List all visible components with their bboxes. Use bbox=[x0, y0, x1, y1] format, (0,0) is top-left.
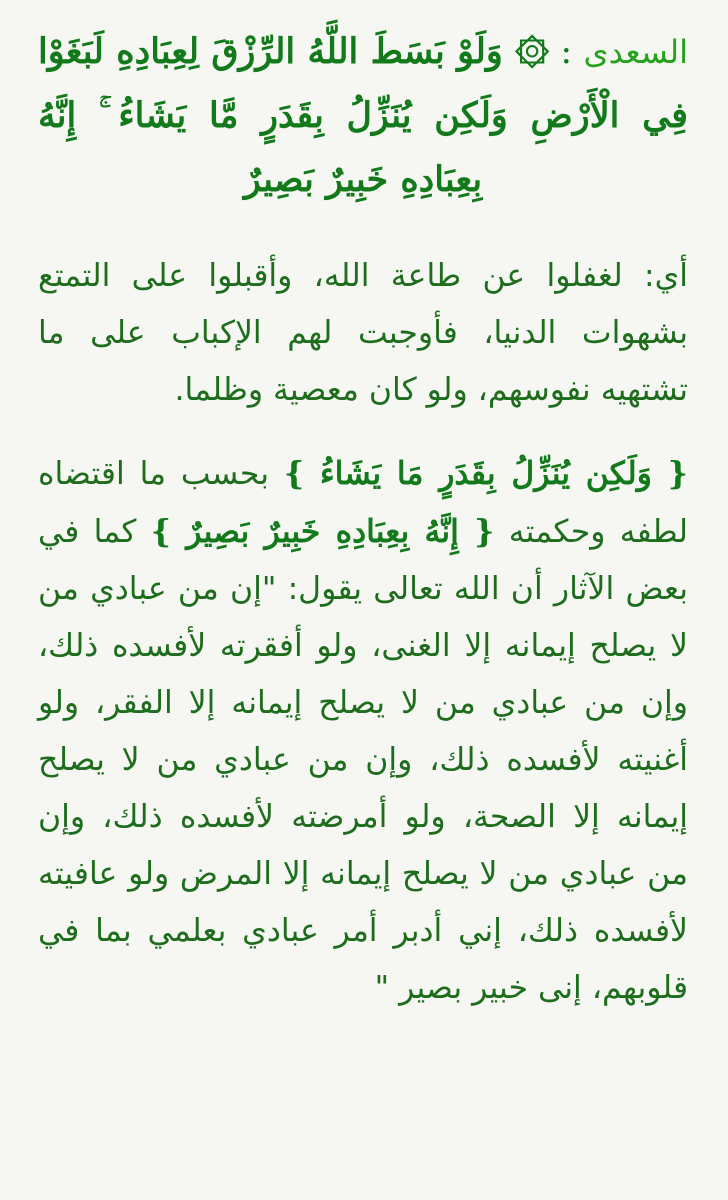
header-separator: : bbox=[549, 32, 584, 72]
quote-brace-close-1: } bbox=[283, 455, 320, 492]
quran-verse: وَلَوْ بَسَطَ اللَّهُ الرِّزْقَ لِعِبَادِهِ لَبَغَوْا فِي الْأَرْضِ وَلَكِن يُنَزِّلُ بِقَدَرٍ مَّا يَشَاءُ ۚ إِنَّهُ بِعِبَادِهِ خَبِيرٌ بَصِيرٌ bbox=[38, 31, 688, 200]
rub-el-hizb-icon: ۞ bbox=[515, 31, 550, 72]
verse-header bbox=[38, 20, 688, 212]
quote-brace-open-1: { bbox=[651, 455, 688, 492]
tafsir-source-label: السعدى bbox=[583, 33, 688, 71]
hadith-qudsi-text: كما في بعض الآثار أن الله تعالى يقول: "إن من عبادي من لا يصلح إيمانه إلا الغنى، ولو أفقرته لأفسده ذلك، وإن من عبادي من لا يصلح إيمانه إلا الفقر، ولو أغنيته لأفسده ذلك، وإن من عبادي من لا يصلح إيمانه إلا الصحة، ولو أمرضته لأفسده ذلك، وإن من عبادي من لا يصلح إيمانه إلا المرض ولو عافيته لأفسده ذلك، إني أدبر أمر عبادي بعلمي بما في قلوبهم، إنى خبير بصير " bbox=[38, 514, 688, 1006]
explanation-paragraph-2 bbox=[38, 445, 688, 1017]
explanation-paragraph-1: أي: لغفلوا عن طاعة الله، وأقبلوا على التمتع بشهوات الدنيا، فأوجبت لهم الإكباب على ما تشتهيه نفوسهم، ولو كان معصية وظلما. bbox=[38, 258, 688, 408]
verse-quote-2: إِنَّهُ بِعِبَادِهِ خَبِيرٌ بَصِيرٌ bbox=[186, 513, 459, 550]
verse-quote-1: وَلَكِن يُنَزِّلُ بِقَدَرٍ مَا يَشَاءُ bbox=[319, 455, 652, 492]
explanation-text-1: بحسب ما اقتضاه لطفه وحكمته bbox=[38, 456, 688, 550]
quote-brace-open-2: { bbox=[458, 513, 495, 550]
quote-brace-close-2: } bbox=[150, 513, 187, 550]
